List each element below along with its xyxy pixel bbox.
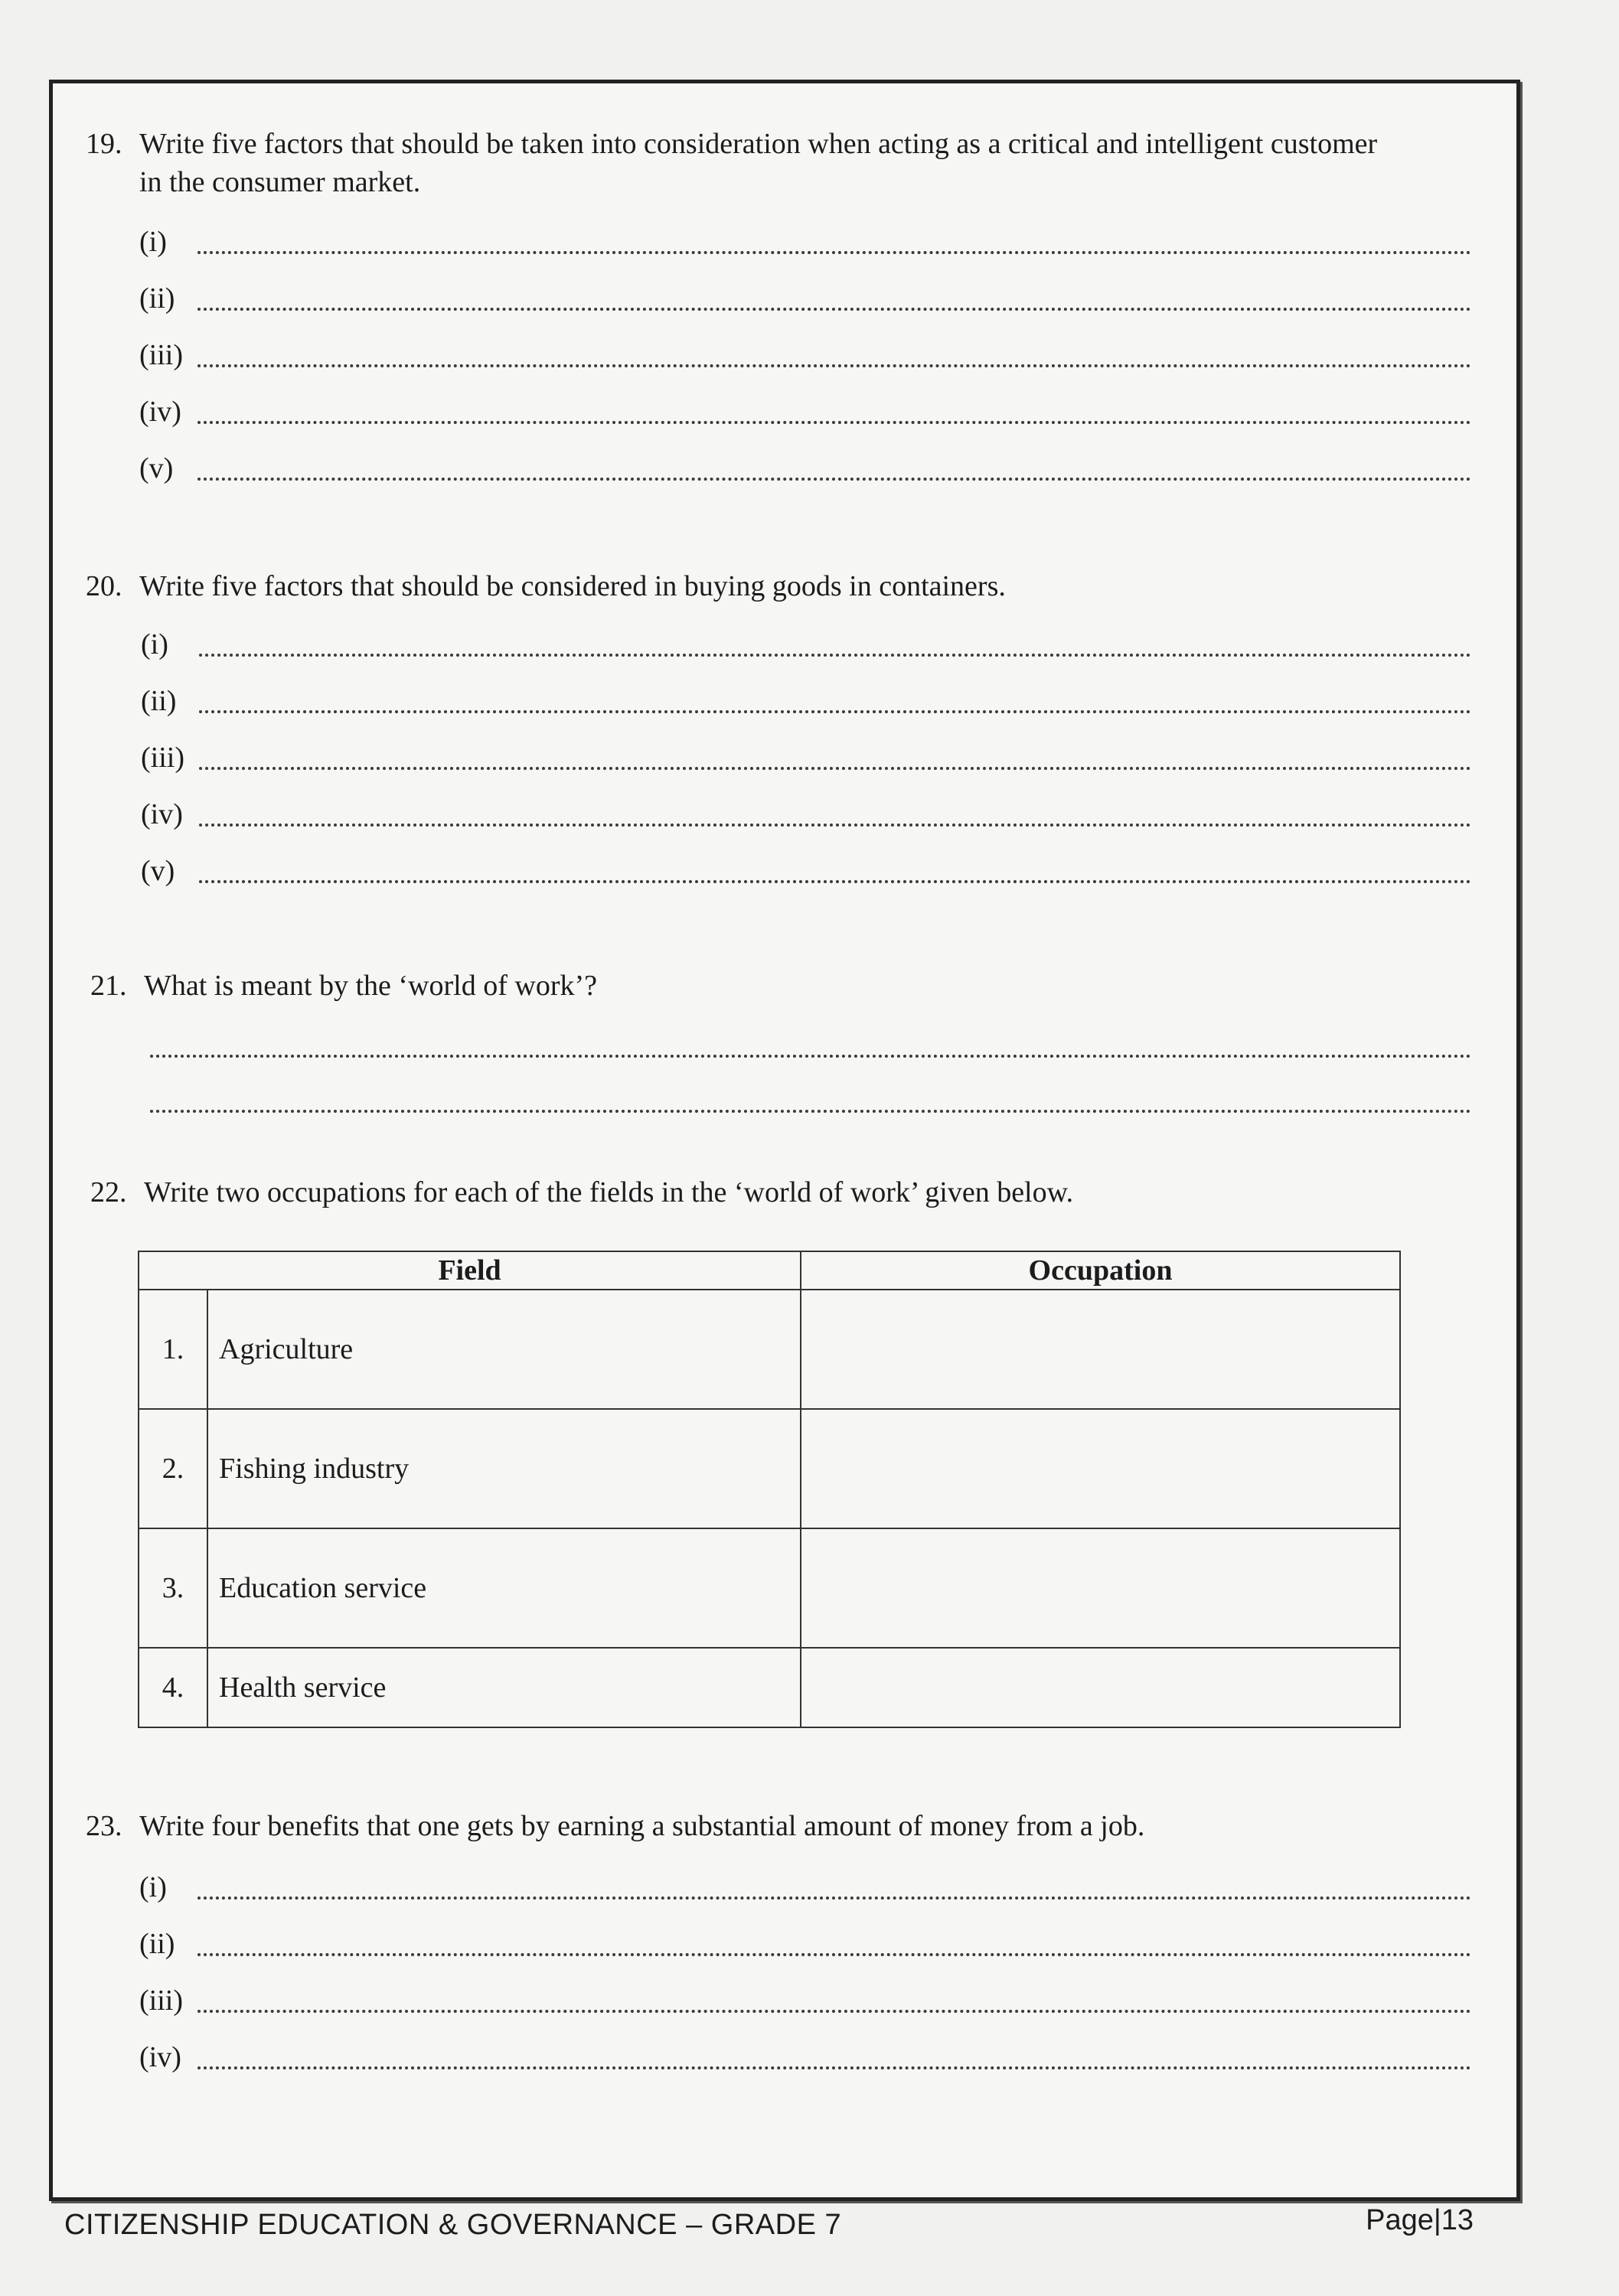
question-21 — [90, 966, 1491, 1006]
table-header-field: Field — [139, 1251, 801, 1290]
answer-label: (ii) — [139, 282, 175, 315]
answer-label: (iii) — [141, 742, 184, 774]
table-row — [139, 1290, 1400, 1409]
question-23 — [86, 1806, 1487, 1846]
answer-label: (iii) — [139, 1985, 183, 2017]
answer-line[interactable] — [141, 851, 1471, 891]
occupation-cell[interactable] — [801, 1290, 1400, 1409]
question-text: Write two occupations for each of the fields in the ‘world of work’ given below. — [144, 1176, 1074, 1208]
question-number: 20. — [86, 570, 122, 602]
answer-line[interactable] — [139, 2037, 1471, 2077]
row-number: 3. — [139, 1528, 207, 1648]
answer-label: (iv) — [139, 2041, 181, 2073]
question-number: 19. — [86, 128, 122, 160]
table-row — [139, 1648, 1400, 1727]
answer-line[interactable] — [139, 1981, 1471, 2020]
row-number: 2. — [139, 1409, 207, 1528]
question-20 — [86, 566, 1487, 606]
fields-table — [138, 1251, 1401, 1728]
answer-label: (v) — [141, 855, 175, 887]
answer-label: (v) — [139, 452, 174, 484]
answer-line[interactable] — [139, 335, 1471, 375]
row-number: 1. — [139, 1290, 207, 1409]
answer-line[interactable] — [150, 1026, 1471, 1065]
answer-label: (i) — [139, 226, 167, 258]
question-number: 23. — [86, 1810, 122, 1842]
answer-label: (iv) — [139, 396, 181, 428]
question-text: What is meant by the ‘world of work’? — [144, 970, 597, 1002]
occupation-cell[interactable] — [801, 1528, 1400, 1648]
question-text: Write five factors that should be considered in buying goods in containers. — [139, 570, 1006, 602]
answer-label: (ii) — [139, 1928, 175, 1960]
answer-line[interactable] — [141, 681, 1471, 721]
table-header-row — [139, 1251, 1400, 1290]
answer-line[interactable] — [141, 625, 1471, 664]
question-22 — [90, 1172, 1491, 1212]
answer-line[interactable] — [139, 1867, 1471, 1907]
field-name: Fishing industry — [207, 1409, 801, 1528]
table-row — [139, 1528, 1400, 1648]
question-text-line-2: in the consumer market. — [139, 166, 421, 198]
answer-label: (i) — [141, 628, 168, 660]
question-text: Write four benefits that one gets by earning a substantial amount of money from a job. — [139, 1810, 1145, 1842]
footer-subject: CITIZENSHIP EDUCATION & GOVERNANCE – GRADE 7 — [64, 2209, 842, 2241]
answer-line[interactable] — [141, 738, 1471, 778]
answer-label: (ii) — [141, 685, 177, 717]
answer-line[interactable] — [139, 1924, 1471, 1964]
answer-line[interactable] — [141, 794, 1471, 834]
answer-line[interactable] — [139, 222, 1471, 262]
table-row — [139, 1409, 1400, 1528]
occupation-cell[interactable] — [801, 1409, 1400, 1528]
occupation-cell[interactable] — [801, 1648, 1400, 1727]
answer-line[interactable] — [150, 1081, 1471, 1120]
answer-label: (i) — [139, 1871, 167, 1903]
answer-label: (iii) — [139, 339, 183, 371]
question-19 — [86, 124, 1487, 208]
answer-line[interactable] — [139, 279, 1471, 318]
field-name: Health service — [207, 1648, 801, 1727]
field-name: Education service — [207, 1528, 801, 1648]
answer-line[interactable] — [139, 392, 1471, 432]
page-number: Page|13 — [1366, 2204, 1474, 2236]
question-number: 21. — [90, 970, 127, 1002]
question-number: 22. — [90, 1176, 127, 1208]
answer-line[interactable] — [139, 448, 1471, 488]
field-name: Agriculture — [207, 1290, 801, 1409]
answer-label: (iv) — [141, 798, 183, 830]
table-header-occupation: Occupation — [801, 1251, 1400, 1290]
row-number: 4. — [139, 1648, 207, 1727]
question-text-line-1: Write five factors that should be taken into consideration when acting as a critical and intelligent customer — [139, 128, 1378, 160]
